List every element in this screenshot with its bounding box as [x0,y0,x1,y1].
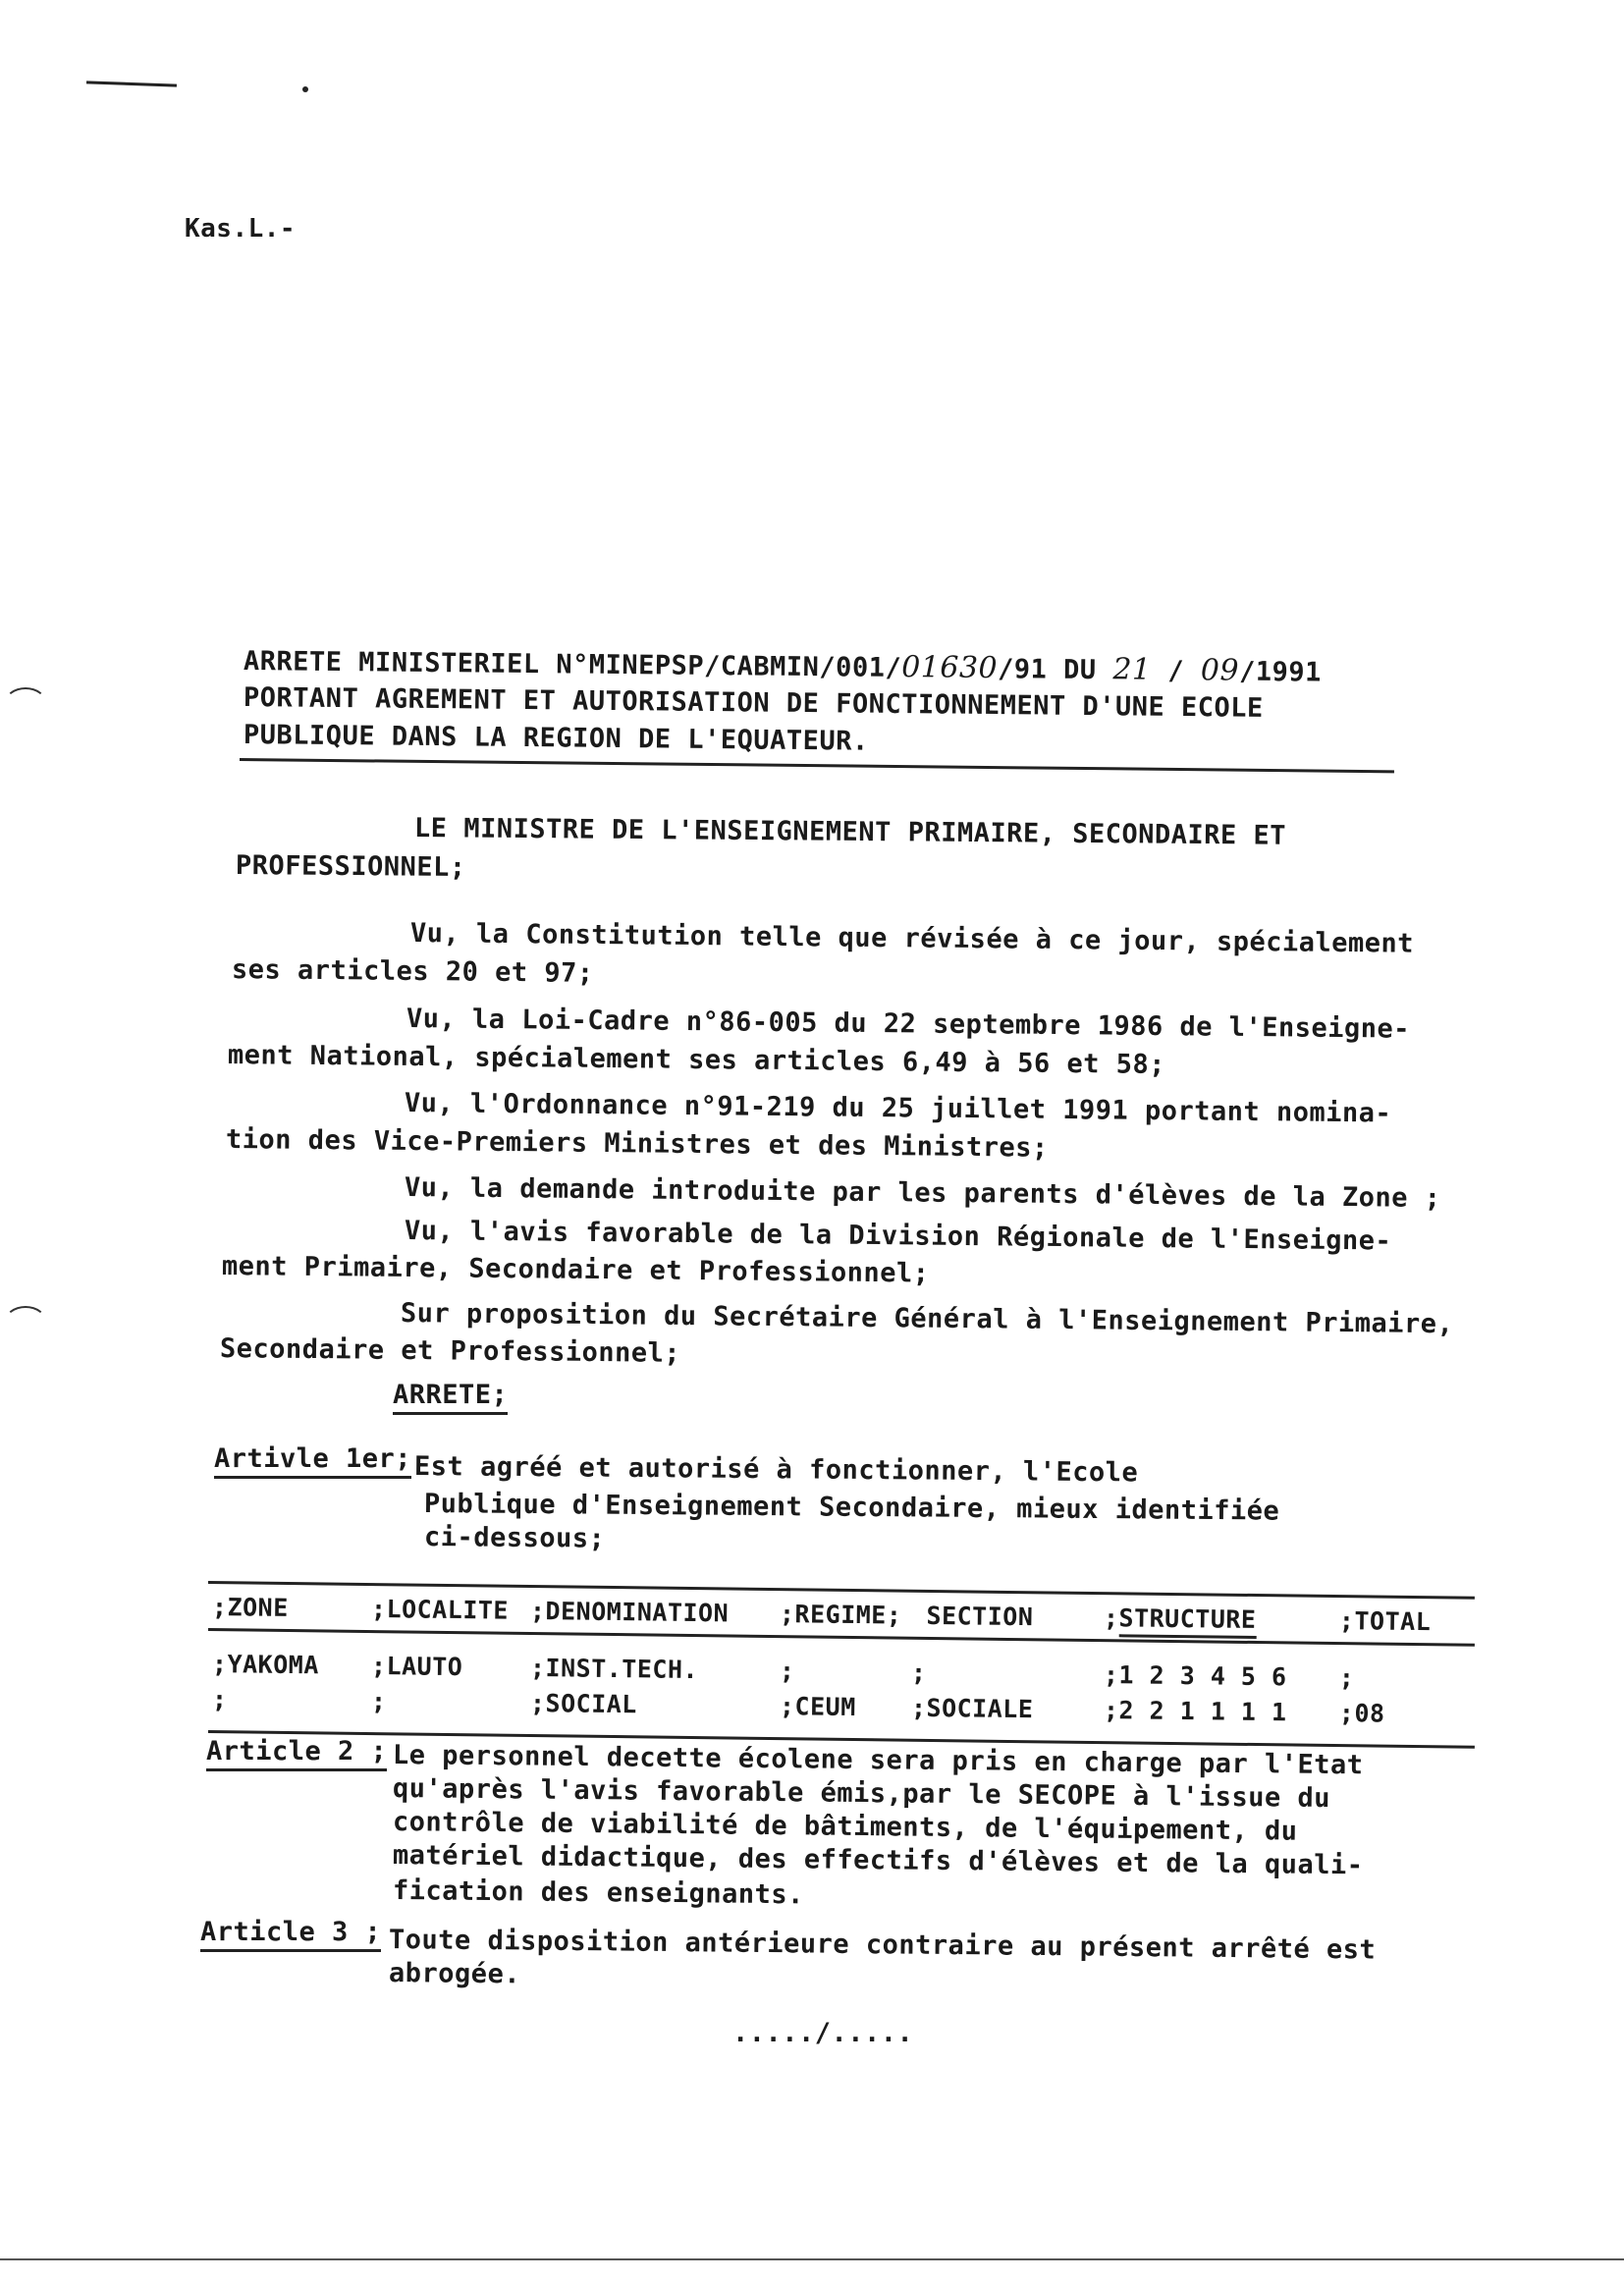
table-data-row-2: ; ; ;SOCIAL ;CEUM ;SOCIALE ;2 2 1 1 1 1 ;08 [211,1685,1385,1728]
article-1-line-2: Publique d'Enseignement Secondaire, mieux identifiée [423,1489,1280,1527]
consideration-5-line-1: Vu, l'avis favorable de la Division Régionale de l'Enseigne- [404,1216,1392,1257]
header-denomination: DENOMINATION [545,1597,730,1628]
header-section: SECTION [926,1601,1034,1632]
decree-title-line-1 [244,643,1322,688]
decree-number-mid: /91 DU [997,654,1097,686]
header-zone: ZONE [227,1593,289,1622]
article-1-label: Artivle 1er; [214,1443,411,1479]
handwritten-month: 09 [1200,653,1240,688]
article-3-line-1: Toute disposition antérieure contraire au présent arrêté est [388,1925,1377,1966]
consideration-2-line-1: Vu, la Loi-Cadre n°86-005 du 22 septembre 1986 de l'Enseigne- [406,1004,1411,1045]
reference-initials: Kas.L.- [185,214,297,244]
consideration-2-line-2: ment National, spécialement ses articles 6,49 à 56 et 58; [227,1040,1166,1081]
article-1-line-3: ci-dessous; [423,1522,606,1554]
article-3-line-2: abrogée. [388,1958,521,1990]
page-continuation-mark: ...../..... [732,2018,914,2048]
decree-title-line-3: PUBLIQUE DANS LA REGION DE L'EQUATEUR. [243,720,869,757]
consideration-6-line-2: Secondaire et Professionnel; [219,1333,681,1369]
date-separator: / [1167,655,1185,687]
cell-structure-years: 1 2 3 4 5 6 [1118,1660,1287,1692]
scan-dot-top [302,86,308,92]
header-regime: REGIME [794,1600,888,1630]
article-2-line-2: qu'après l'avis favorable émis,par le SECOPE à l'issue du [392,1773,1331,1815]
handwritten-day: 21 [1112,652,1152,687]
consideration-5-line-2: ment Primaire, Secondaire et Professionnel; [221,1251,930,1289]
decree-year: /1991 [1238,656,1323,688]
scan-bottom-line [0,2258,1624,2260]
header-total: TOTAL [1354,1606,1432,1637]
article-2-line-5: fication des enseignants. [392,1875,805,1911]
arrete-heading: ARRETE; [393,1380,508,1415]
handwritten-decree-number: 01630 [900,650,999,686]
minister-line-1: LE MINISTRE DE L'ENSEIGNEMENT PRIMAIRE, SECONDAIRE ET [413,813,1287,851]
cell-zone: YAKOMA [227,1650,320,1680]
consideration-6-line-1: Sur proposition du Secrétaire Général à l'Enseignement Primaire, [400,1298,1454,1340]
cell-section: SOCIALE [926,1693,1034,1724]
article-2-line-3: contrôle de viabilité de bâtiments, de l'équipement, du [392,1807,1298,1847]
header-structure: STRUCTURE [1118,1603,1256,1639]
title-underline [240,758,1394,773]
table-header-row: ;ZONE ;LOCALITE ;DENOMINATION ;REGIME; SECTION ;STRUCTURE ;TOTAL [212,1593,1457,1636]
consideration-4-line-1: Vu, la demande introduite par les parents d'élèves de la Zone ; [404,1172,1441,1215]
cell-regime: CEUM [794,1692,856,1722]
article-2-line-1: Le personnel decette écolene sera pris en charge par l'Etat [392,1740,1364,1781]
cell-denomination-line-1: INST.TECH. [545,1654,699,1685]
decree-number-prefix: ARRETE MINISTERIEL N°MINEPSP/CABMIN/001/ [243,646,902,684]
decree-title-line-2: PORTANT AGREMENT ET AUTORISATION DE FONCTIONNEMENT D'UNE ECOLE [243,682,1264,724]
article-2-label: Article 2 ; [206,1736,387,1771]
cell-denomination-line-2: SOCIAL [545,1689,638,1719]
header-localite: LOCALITE [386,1595,510,1625]
cell-structure-counts: 2 2 1 1 1 1 [1118,1696,1287,1727]
consideration-1-line-2: ses articles 20 et 97; [231,954,594,989]
table-data-row-1: ;YAKOMA ;LAUTO ;INST.TECH. ; ; ;1 2 3 4 5 6 ; [211,1650,1355,1693]
consideration-3-line-1: Vu, l'Ordonnance n°91-219 du 25 juillet 1991 portant nomina- [404,1088,1392,1129]
margin-hole-mark-1 [4,687,47,721]
margin-hole-mark-2 [4,1306,47,1339]
scan-mark-top-left [86,81,177,86]
cell-total: 08 [1354,1699,1385,1728]
minister-line-2: PROFESSIONNEL; [235,850,466,884]
article-1-line-1: Est agréé et autorisé à fonctionner, l'Ecole [413,1451,1139,1489]
cell-localite: LAUTO [386,1652,463,1682]
article-2-line-4: matériel didactique, des effectifs d'élèves et de la quali- [392,1840,1364,1881]
article-3-label: Article 3 ; [200,1917,381,1952]
consideration-1-line-1: Vu, la Constitution telle que révisée à ce jour, spécialement [409,918,1415,959]
consideration-3-line-2: tion des Vice-Premiers Ministres et des Ministres; [225,1124,1049,1164]
